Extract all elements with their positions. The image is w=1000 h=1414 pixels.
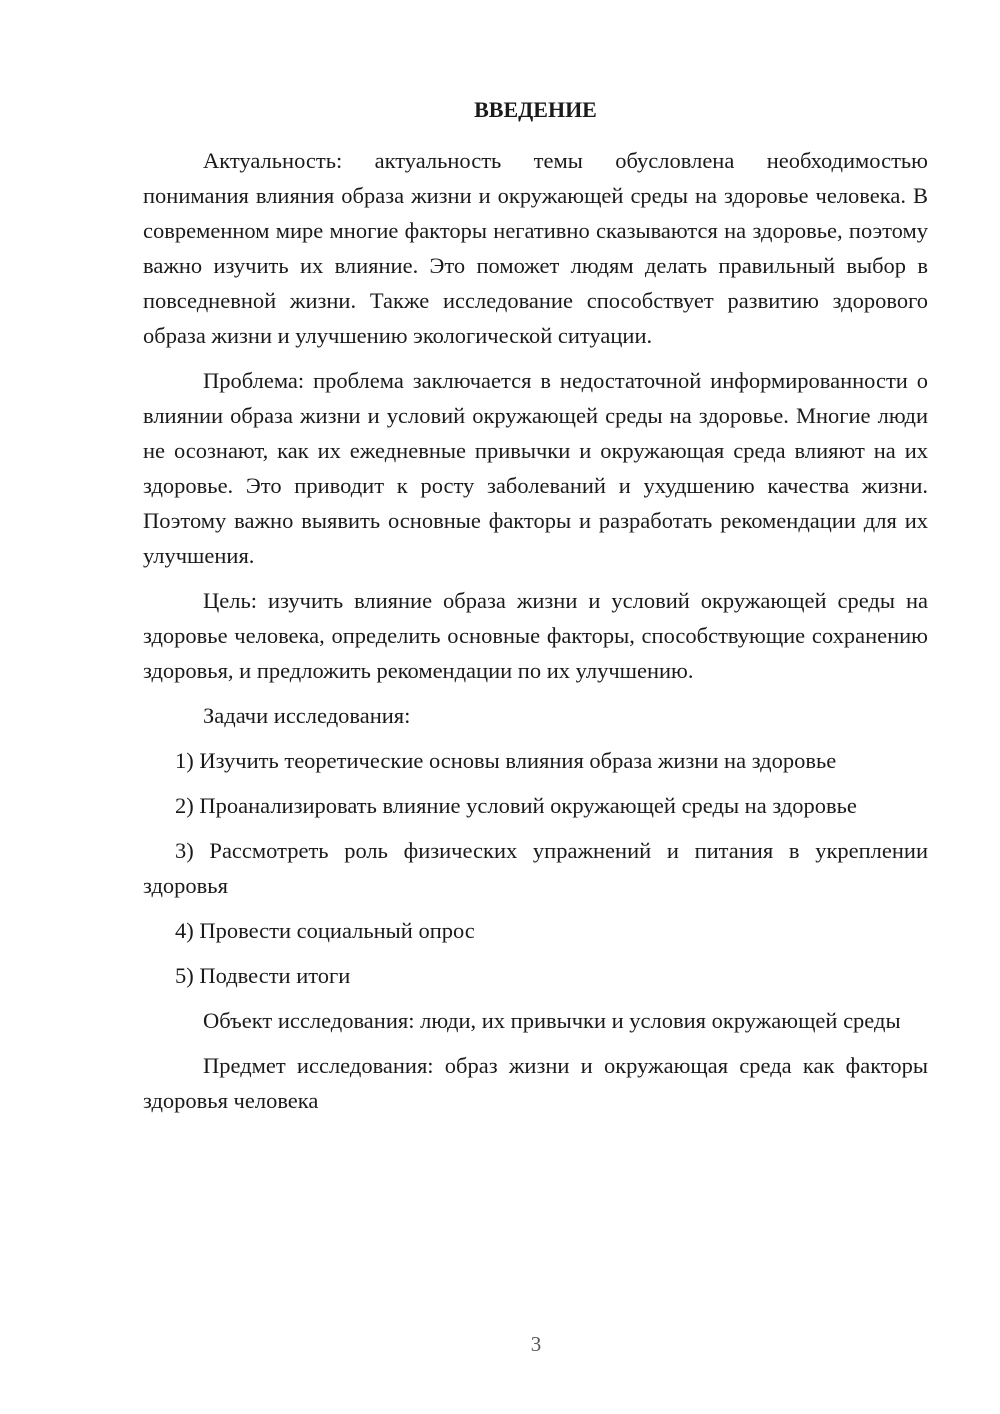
tasks-intro: Задачи исследования:	[203, 703, 411, 728]
page-number: 3	[530, 1332, 542, 1356]
problem-paragraph: Проблема: проблема заключается в недостаточной информированности о влиянии образа жизни и условий окружающей среды на здоровье. Многие люди не осознают, как их ежедневные привычки и окружающая среда влияют на их здоровье. Это приводит к росту заболеваний и ухудшению качества жизни. Поэтому важно выявить основные факторы и разработать рекомендации для их улучшения.	[143, 368, 928, 568]
task-item-5: 5) Подвести итоги	[175, 963, 351, 988]
task-item-1: 1) Изучить теоретические основы влияния образа жизни на здоровье	[175, 748, 837, 773]
subject-paragraph: Предмет исследования: образ жизни и окружающая среда как факторы здоровья человека	[143, 1053, 928, 1113]
task-item-2: 2) Проанализировать влияние условий окружающей среды на здоровье	[175, 793, 857, 818]
object-paragraph: Объект исследования: люди, их привычки и условия окружающей среды	[203, 1008, 901, 1033]
task-item-4: 4) Провести социальный опрос	[175, 918, 475, 943]
goal-paragraph: Цель: изучить влияние образа жизни и условий окружающей среды на здоровье человека, определить основные факторы, способствующие сохранению здоровья, и предложить рекомендации по их улучшению.	[143, 588, 928, 683]
document-page	[143, 94, 928, 1128]
section-heading: ВВЕДЕНИЕ	[474, 97, 597, 122]
relevance-paragraph: Актуальность: актуальность темы обусловлена необходимостью понимания влияния образа жизни и окружающей среды на здоровье человека. В современном мире многие факторы негативно сказываются на здоровье, поэтому важно изучить их влияние. Это поможет людям делать правильный выбор в повседневной жизни. Также исследование способствует развитию здорового образа жизни и улучшению экологической ситуации.	[143, 148, 928, 348]
task-item-3: 3) Рассмотреть роль физических упражнений и питания в укреплении здоровья	[143, 838, 928, 898]
